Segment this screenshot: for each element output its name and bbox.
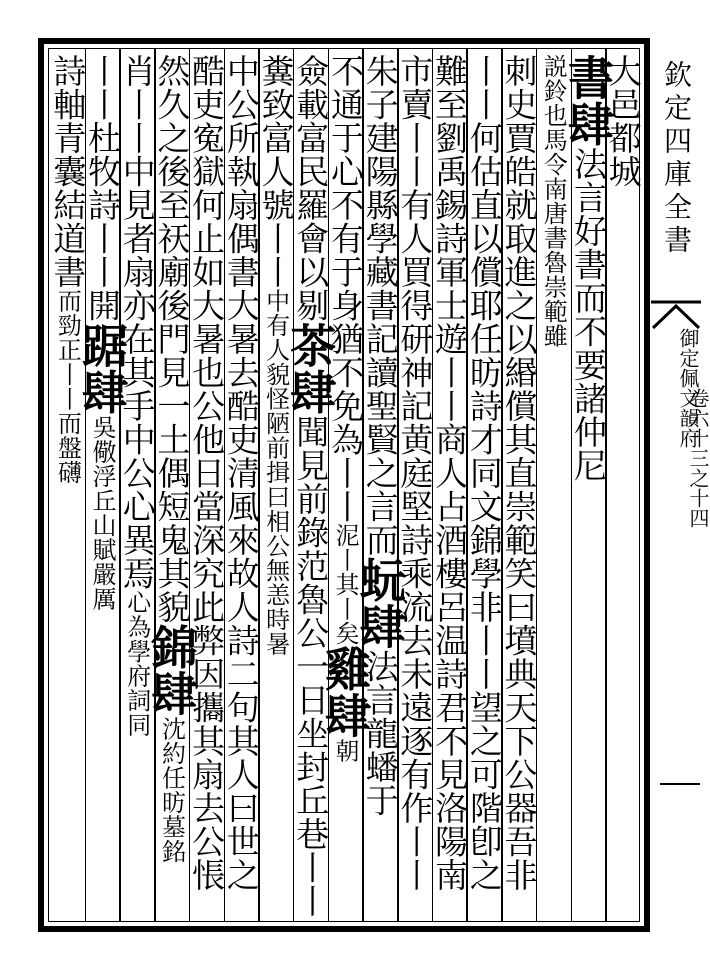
lower-fish-tail-mark-icon [660, 774, 700, 794]
body-text: 法言龍蟠于 [360, 649, 400, 817]
volume-chapter: 卷六十三之十四 [686, 388, 710, 528]
volume-number [668, 388, 708, 668]
body-text: 難至劉禹錫詩軍士遊丨丨商人占酒樓呂温詩君不見洛陽南 [430, 54, 470, 892]
headword: 茶肆 [283, 322, 338, 415]
body-text: 市賣丨丨有人買得研神記黄庭堅詩乘流去未遠逐有作丨丨 [395, 54, 435, 892]
body-text: 糞致富人號丨丨 [256, 54, 296, 289]
headword: 雞肆 [318, 645, 372, 739]
body-text: 丨丨何估直以償耶任昉詩才同文錦學非丨丨望之可階卽之 [464, 54, 504, 892]
body-text: 大邑 [603, 54, 643, 121]
annotation-text: 説鈴也馬令南唐書魯崇範雖 [539, 54, 568, 348]
body-text: 然久之後至祆廟後門見一土偶短鬼其貌 [152, 54, 192, 624]
body-text: 中公所執扇偶書大暑去酷吏清風來故人詩二句其人曰世之 [221, 54, 261, 892]
headword: 錦肆 [144, 623, 199, 717]
body-text: 聞見前錄范魯公一日坐封丘巷丨丨 [291, 415, 331, 918]
annotation-text: 中有人貌怪陋前揖曰相公無恙時暑 [261, 288, 290, 656]
body-text: 詩軸青囊結道書 [48, 54, 88, 289]
annotation-text: 而勁正丨丨而盤礴 [53, 288, 82, 485]
headword: 踞肆 [75, 322, 130, 415]
annotation-text: 沈約任昉墓銘 [157, 716, 186, 864]
body-text: 朱子建陽縣學藏書記讀聖賢之言而 [360, 54, 400, 557]
volume-book-name: 御定佩文韻府 [676, 328, 700, 448]
headword: 蚖肆 [352, 556, 407, 650]
body-text: 刺史賈皓就取進之以緡償其直崇範笑曰墳典天下公器吾非 [499, 54, 539, 892]
body-text: 不通于心不有于身猶不免為丨丨 [326, 54, 365, 523]
text-column [46, 54, 88, 916]
book-title: 欽定四庫全書 [660, 60, 693, 258]
body-text: 肖丨丨中見者扇亦在其手中公心異焉 [117, 54, 157, 590]
annotation-text: 心為學府詞同 [122, 590, 151, 737]
body-text: 僉載富民羅會以剔 [291, 54, 331, 322]
headword: 書肆 [560, 54, 615, 147]
body-text: 丨丨杜牧詩丨丨開 [83, 54, 123, 322]
body-text: 法言好書而不要諸仲尼 [568, 147, 608, 482]
annotation-text: 泥丨其丨矣 [331, 523, 359, 646]
body-text: 酷吏寃獄何止如大暑也公他日當深究此弊因攜其扇去公悵 [187, 54, 227, 892]
fish-tail-mark-icon [651, 300, 701, 330]
body-text: 都城 [603, 121, 643, 188]
annotation-text: 朝 [331, 738, 359, 763]
annotation-text: 吳儆浮丘山賦嚴厲 [88, 415, 117, 611]
